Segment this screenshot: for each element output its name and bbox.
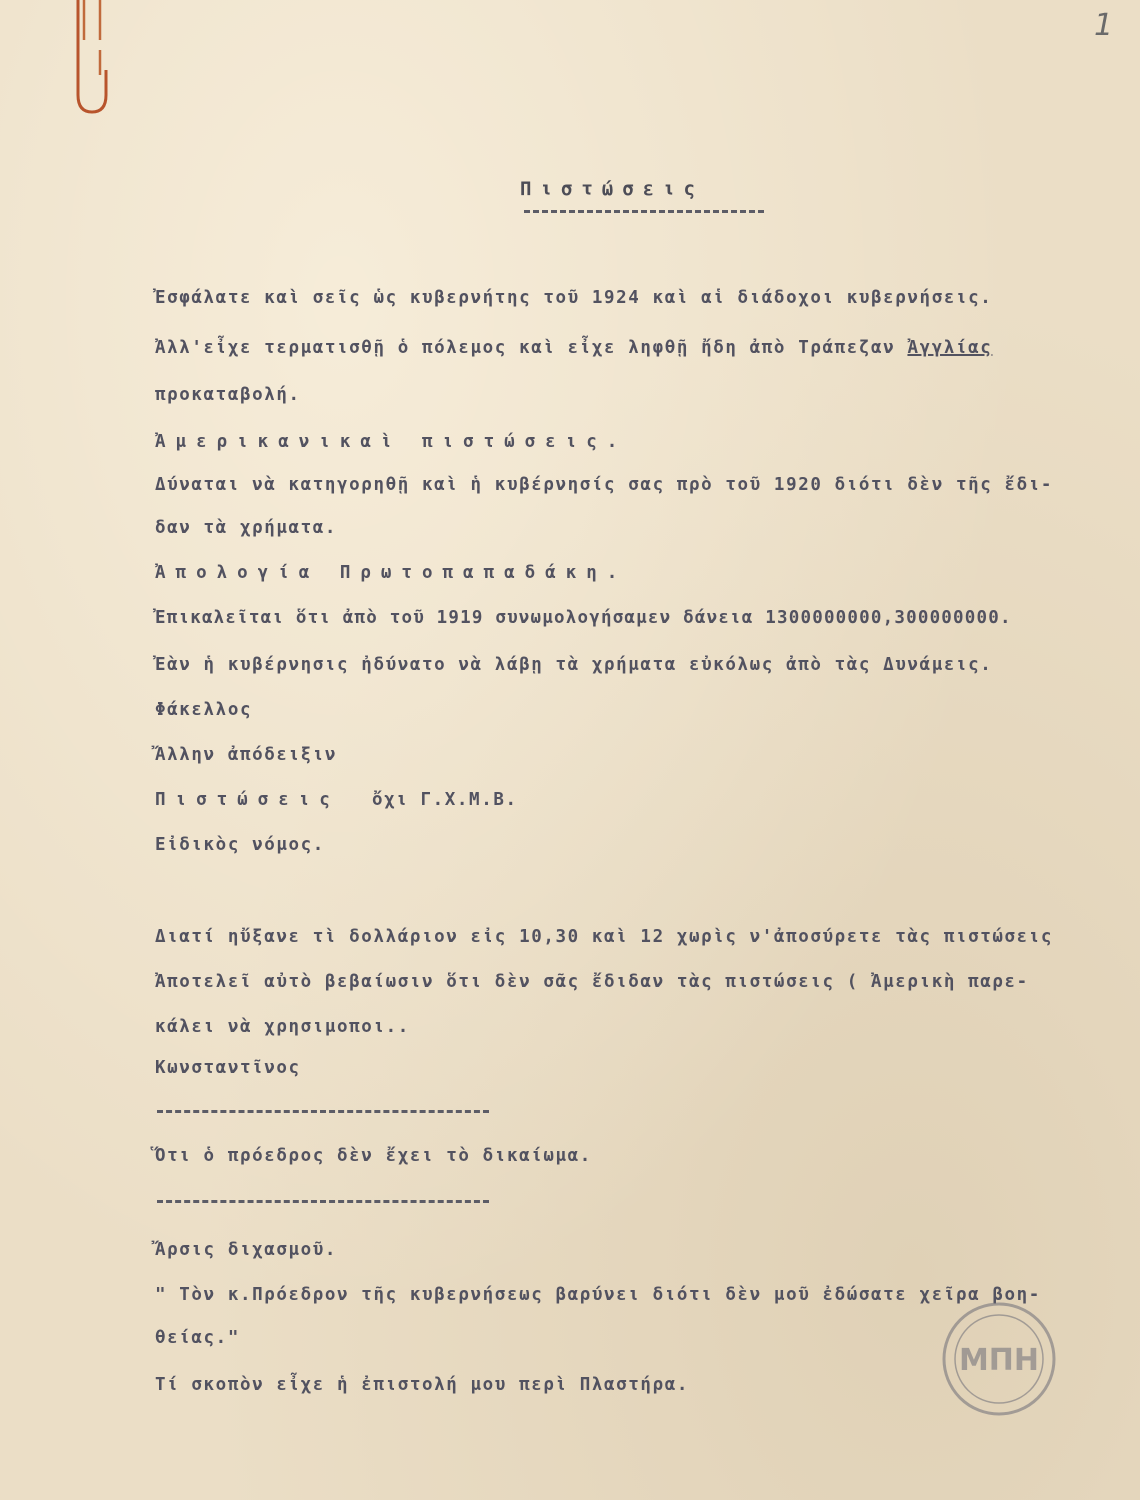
text-line: Φάκελλος: [155, 700, 253, 720]
text-line: Ἀποτελεῖ αὐτὸ βεβαίωσιν ὅτι δὲν σᾶς ἔδιδαν τὰς πιστώσεις ( Ἀμερικὴ παρε-: [155, 972, 1029, 992]
text-line: Δύναται νὰ κατηγορηθῇ καὶ ἡ κυβέρνησίς σας πρὸ τοῦ 1920 διότι δὲν τῆς ἔδι-: [155, 475, 1054, 495]
text-line: " Τὸν κ.Πρόεδρον τῆς κυβερνήσεως βαρύνει διότι δὲν μοῦ ἐδώσατε χεῖρα βοη-: [155, 1285, 1041, 1305]
text-line: [155, 790, 518, 810]
text-line: Τί σκοπὸν εἶχε ἡ ἐπιστολή μου περὶ Πλαστήρα.: [155, 1375, 689, 1395]
text-line: [155, 338, 992, 358]
section-heading: Ἀπολογία Πρωτοπαπαδάκη.: [155, 563, 628, 583]
text-line: Ἐὰν ἡ κυβέρνησις ἠδύνατο νὰ λάβῃ τὰ χρήματα εὐκόλως ἀπὸ τὰς Δυνάμεις.: [155, 655, 993, 675]
section-divider: [157, 1200, 489, 1203]
page-number: 1: [1094, 8, 1114, 43]
archive-stamp-icon: [940, 1300, 1058, 1418]
text-line: προκαταβολή.: [155, 385, 301, 405]
text-line: Κωνσταντῖνος: [155, 1058, 301, 1078]
title-underline: [524, 210, 764, 213]
svg-text:ΜΠΗ: ΜΠΗ: [958, 1343, 1040, 1378]
text-line-part: Ἀλλ'εἶχε τερματισθῇ ὁ πόλεμος καὶ εἶχε ληφθῇ ἤδη ἀπὸ Τράπεζαν: [155, 338, 896, 358]
text-line: Εἰδικὸς νόμος.: [155, 835, 325, 855]
text-line-part: Πιστώσεις: [155, 790, 340, 810]
section-heading: Ἀμερικανικαὶ πιστώσεις.: [155, 432, 628, 452]
text-line: θείας.": [155, 1328, 240, 1348]
text-line: Ἐσφάλατε καὶ σεῖς ὡς κυβερνήτης τοῦ 1924 καὶ αἱ διάδοχοι κυβερνήσεις.: [155, 288, 993, 308]
text-line: δαν τὰ χρήματα.: [155, 518, 338, 538]
paper-clip-mark: [70, 0, 114, 120]
underlined-word: Ἀγγλίας: [907, 338, 993, 358]
text-line: κάλει νὰ χρησιμοποι..: [155, 1017, 410, 1037]
text-line: Ἄλλην ἀπόδειξιν: [155, 745, 338, 765]
text-line: Διατί ηὔξανε τὶ δολλάριον εἰς 10,30 καὶ 12 χωρὶς ν'ἀποσύρετε τὰς πιστώσεις: [155, 927, 1054, 947]
text-line: Ἐπικαλεῖται ὅτι ἀπὸ τοῦ 1919 συνωμολογήσαμεν δάνεια 1300000000,300000000.: [155, 608, 1012, 628]
text-line: Ὅτι ὁ πρόεδρος δὲν ἔχει τὸ δικαίωμα.: [155, 1146, 592, 1166]
page-title: Πιστώσεις: [520, 178, 704, 200]
text-line: Ἄρσις διχασμοῦ.: [155, 1240, 338, 1260]
text-line-part: ὄχι Γ.Χ.Μ.Β.: [371, 790, 518, 810]
section-divider: [157, 1110, 489, 1113]
